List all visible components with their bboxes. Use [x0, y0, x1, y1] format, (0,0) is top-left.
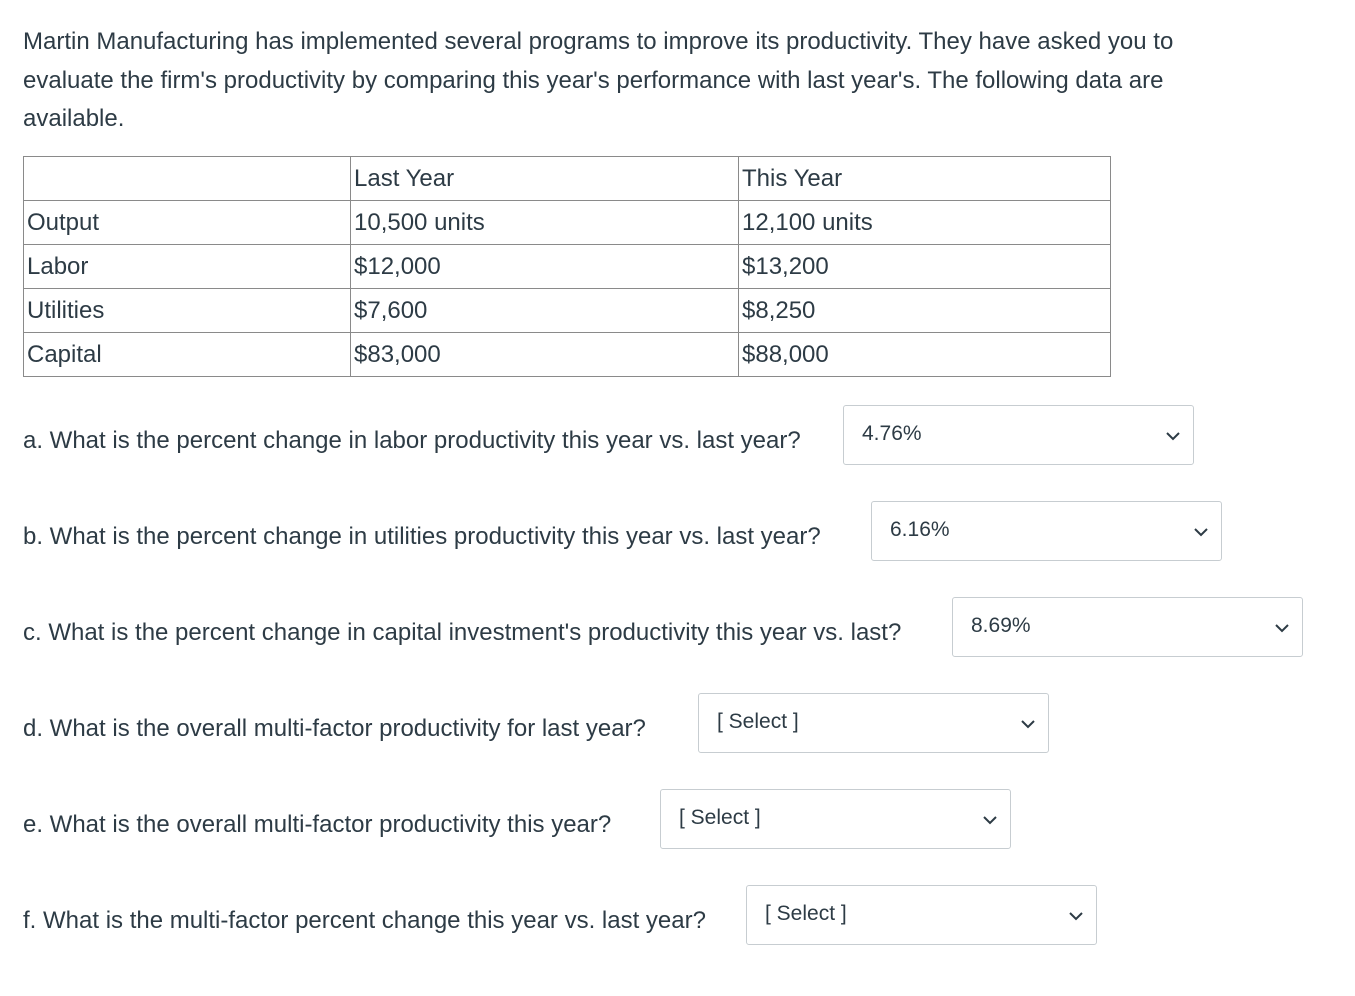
selected-value: 6.16% [890, 518, 950, 541]
last-year-value: $83,000 [351, 333, 739, 377]
table-header-cell [24, 157, 351, 201]
selected-value: 8.69% [971, 614, 1031, 637]
question-a-text: a. What is the percent change in labor productivity this year vs. last year? [23, 427, 801, 454]
table-header-cell: Last Year [351, 157, 739, 201]
question-a-answer-select[interactable] [843, 405, 1194, 465]
this-year-value: $88,000 [739, 333, 1111, 377]
table-header-cell: This Year [739, 157, 1111, 201]
row-label: Capital [24, 333, 351, 377]
selected-value: [ Select ] [717, 710, 799, 733]
this-year-value: $8,250 [739, 289, 1111, 333]
question-d-answer-select[interactable] [698, 693, 1049, 753]
selected-value: [ Select ] [765, 902, 847, 925]
question-f-text: f. What is the multi-factor percent change this year vs. last year? [23, 907, 706, 934]
table-row [24, 245, 1111, 289]
question-e-text: e. What is the overall multi-factor productivity this year? [23, 811, 612, 838]
question-f-answer-select[interactable] [746, 885, 1097, 945]
table-header-row [24, 157, 1111, 201]
last-year-value: 10,500 units [351, 201, 739, 245]
table-row [24, 333, 1111, 377]
chevron-down-icon [1068, 908, 1084, 924]
row-label: Utilities [24, 289, 351, 333]
question-c-text: c. What is the percent change in capital investment's productivity this year vs. last? [23, 619, 902, 646]
last-year-value: $7,600 [351, 289, 739, 333]
table-row [24, 201, 1111, 245]
chevron-down-icon [1020, 716, 1036, 732]
chevron-down-icon [1165, 428, 1181, 444]
table-row [24, 289, 1111, 333]
selected-value: 4.76% [862, 422, 922, 445]
chevron-down-icon [982, 812, 998, 828]
question-c-answer-select[interactable] [952, 597, 1303, 657]
this-year-value: 12,100 units [739, 201, 1111, 245]
selected-value: [ Select ] [679, 806, 761, 829]
chevron-down-icon [1193, 524, 1209, 540]
chevron-down-icon [1274, 620, 1290, 636]
productivity-data-table [23, 156, 1111, 377]
question-b-text: b. What is the percent change in utilities productivity this year vs. last year? [23, 523, 821, 550]
question-d-text: d. What is the overall multi-factor productivity for last year? [23, 715, 646, 742]
row-label: Labor [24, 245, 351, 289]
question-e-answer-select[interactable] [660, 789, 1011, 849]
row-label: Output [24, 201, 351, 245]
this-year-value: $13,200 [739, 245, 1111, 289]
question-b-answer-select[interactable] [871, 501, 1222, 561]
last-year-value: $12,000 [351, 245, 739, 289]
intro-paragraph: Martin Manufacturing has implemented several programs to improve its productivity. They have asked you to evaluate the firm's productivity by comparing this year's performance with last year's. The following data are available. [23, 28, 1174, 132]
